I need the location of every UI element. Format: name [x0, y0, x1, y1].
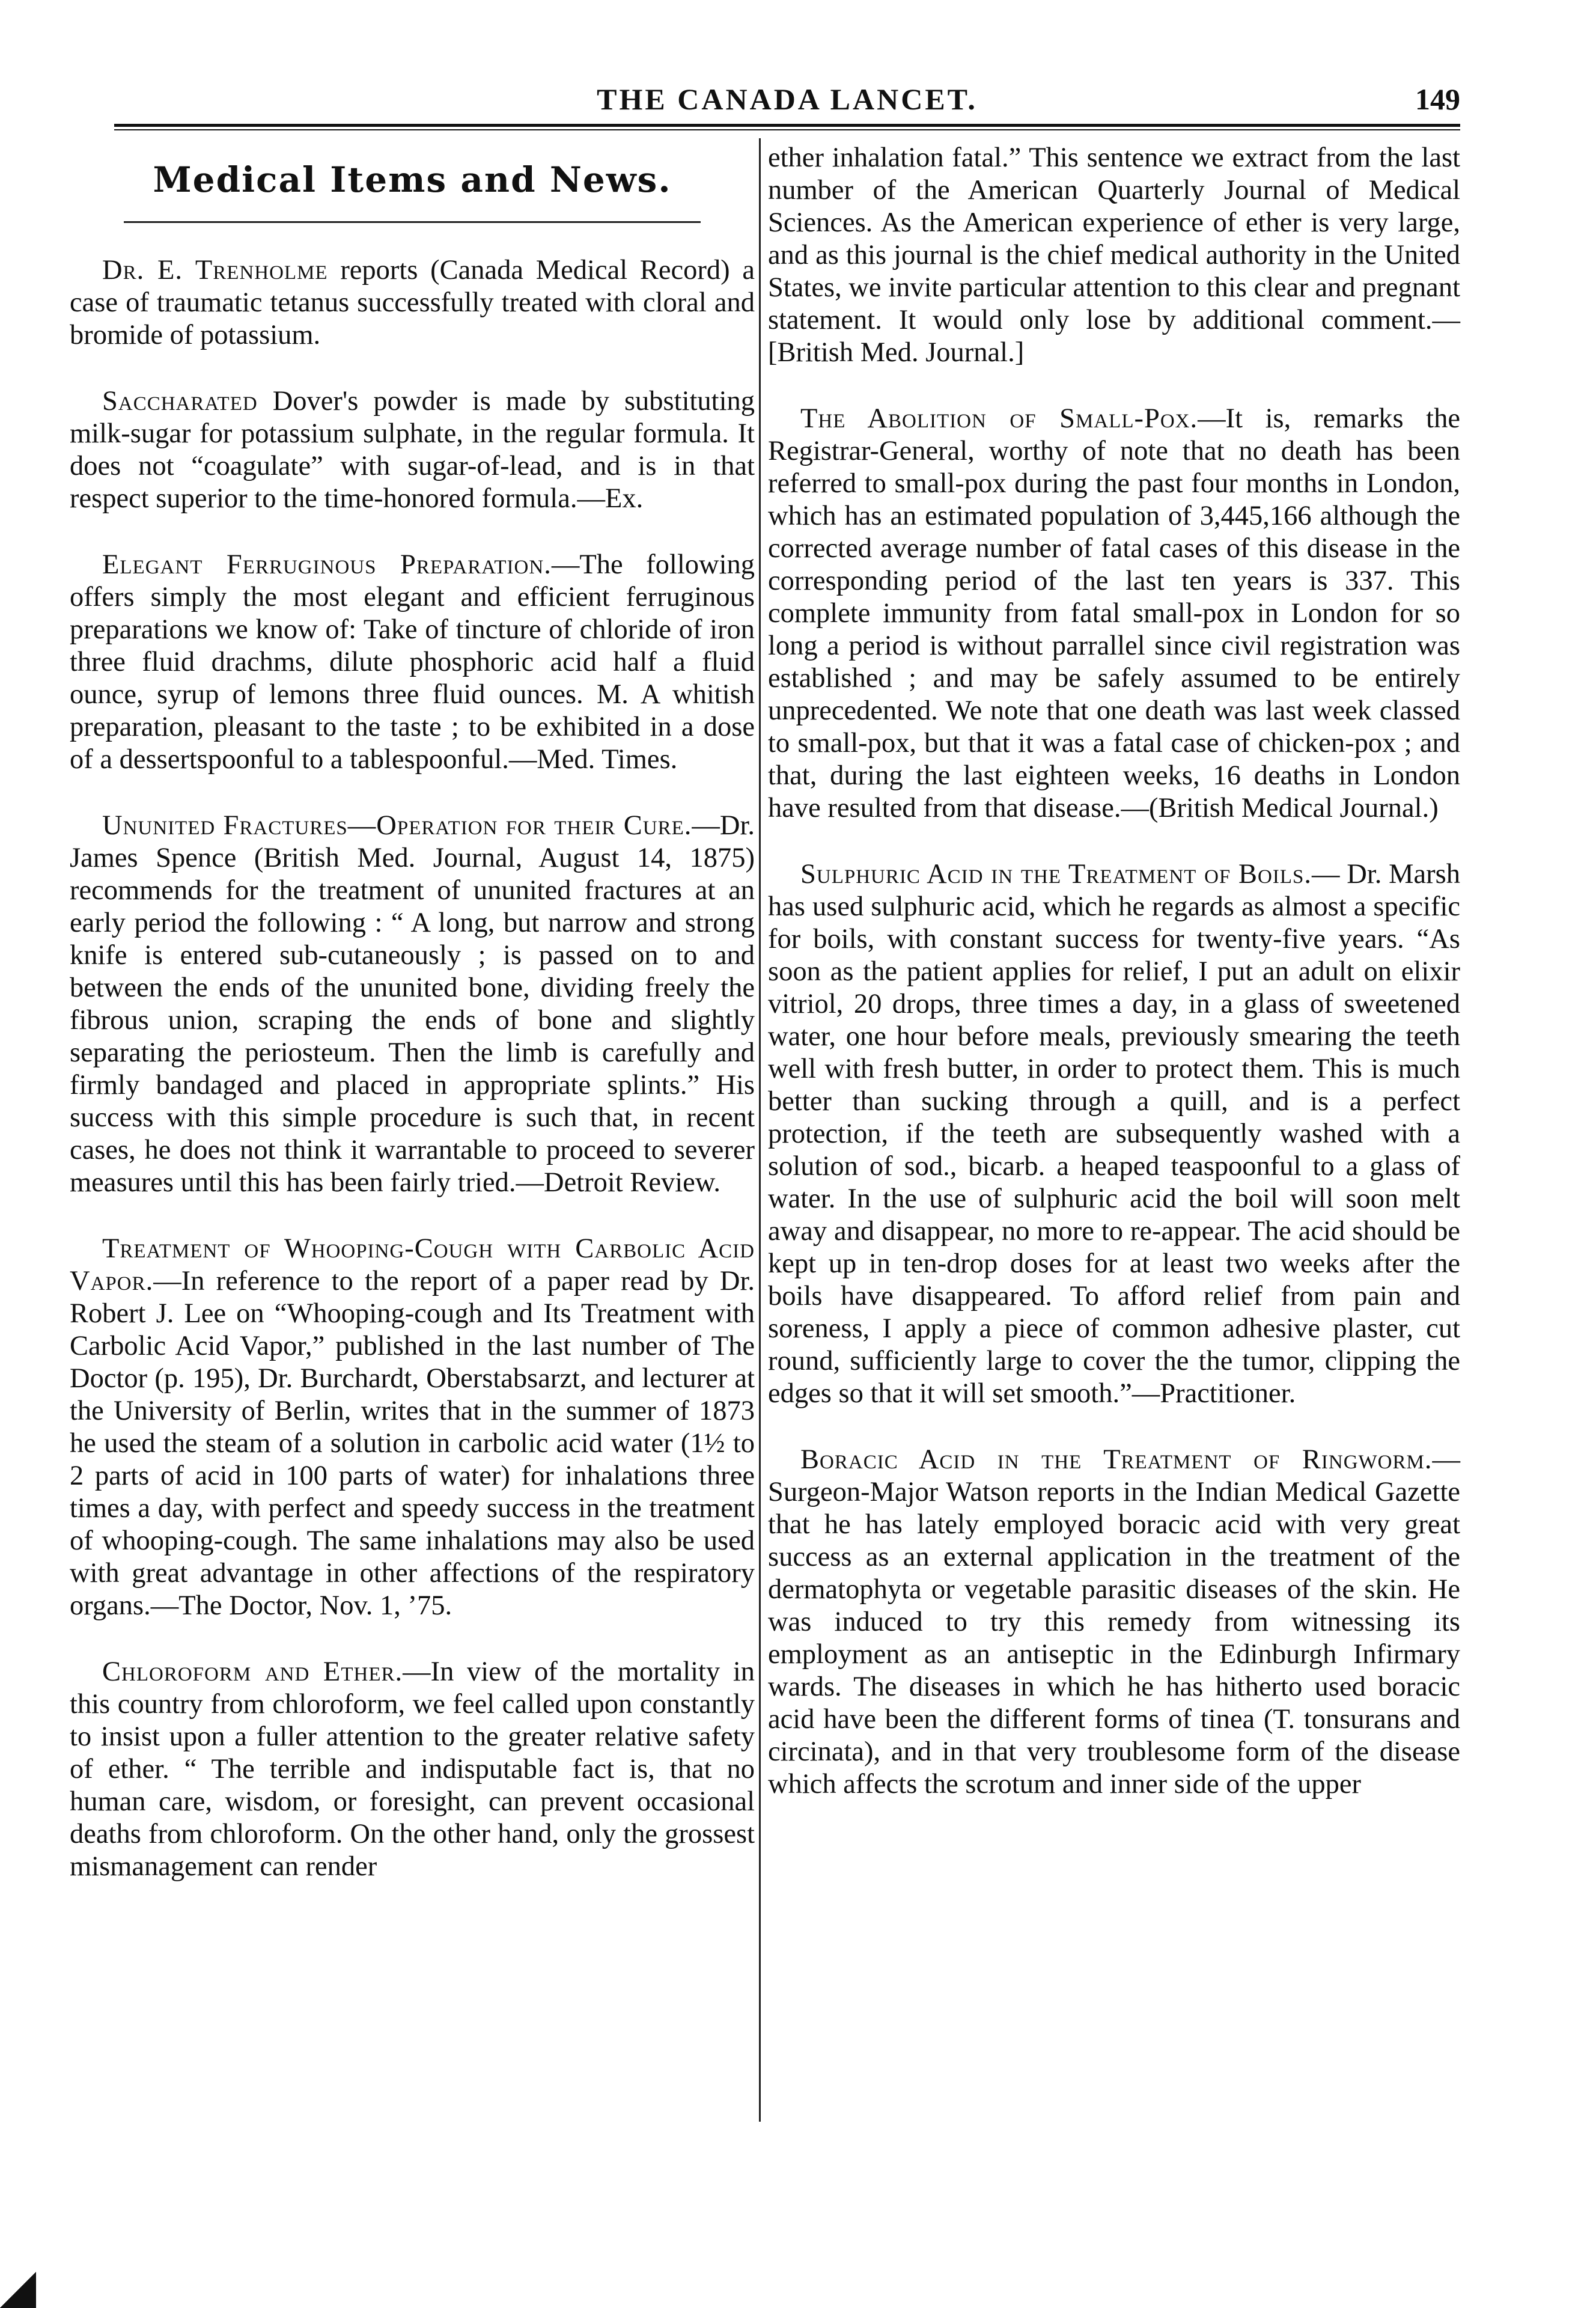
article-body: — Dr. Marsh has used sulphuric acid, which he regards as almost a specific for boils, with constant success for twenty-five years. “As soon as the patient applies for relief, I put an adult on elixir vitriol, 20 drops, three times a day, in a glass of sweetened water, one hour before meals, previously smearing the teeth well with fresh butter, in order to protect them. This is much better than sucking through a quill, and is a perfect protection, if the teeth are subsequently washed with a solution of sod., bicarb. a heaped teaspoonful to a glass of water. In the use of sulphuric acid the boil will soon melt away and disappear, no more to re-appear. The acid should be kept up in ten-drop doses for at least two weeks after the boils have disappeared. To afford relief from pain and soreness, I apply a piece of common adhesive plaster, cut round, sufficiently large to cover the the tumor, clipping the edges so that it will set smooth.”—Practitioner. [768, 859, 1460, 1409]
article-lead: Saccharated [102, 386, 258, 417]
article-ferruginous [70, 549, 755, 776]
article-sulphuric-acid [768, 858, 1460, 1410]
article-lead: The Abolition of Small-Pox. [800, 403, 1198, 434]
right-column [768, 142, 1460, 1834]
article-saccharated [70, 385, 755, 515]
article-body: reports (Canada Medical Record) a case of traumatic tetanus successfully treated with cloral and bromide of potassium. [70, 255, 755, 350]
article-boracic-acid [768, 1444, 1460, 1801]
article-ununited-fractures [70, 810, 755, 1199]
article-body: —The following offers simply the most elegant and efficient ferruginous preparations we know of: Take of tincture of chloride of iron three fluid drachms, dilute phosphoric acid half a fluid ounce, syrup of lemons three fluid ounces. M. A whitish preparation, pleasant to the taste ; to be exhibited in a dose of a dessertspoonful to a tablespoonful.—Med. Times. [70, 549, 755, 775]
running-head [114, 77, 1460, 119]
article-lead: Elegant Ferruginous Preparation. [102, 549, 552, 580]
article-chloroform-ether-continued [768, 142, 1460, 369]
article-whooping-cough [70, 1233, 755, 1622]
article-body: ether inhalation fatal.” This sentence we extract from the last number of the American Quarterly Journal of Medical Sciences. As the American experience of ether is very large, and as this journal is the chief medical authority in the United States, we invite particular attention to this clear and pregnant statement. It would only lose by additional comment.—[British Med. Journal.] [768, 142, 1460, 368]
article-body: —Dr. James Spence (British Med. Journal, August 14, 1875) recommends for the treatment of ununited fractures at an early period the following : “ A long, but narrow and strong knife is entered sub-cutaneously ; is passed on to and between the ends of the ununited bone, dividing freely the fibrous union, scraping the ends of bone and slightly separating the periosteum. Then the limb is carefully and firmly bandaged and placed in appropriate splints.” His success with this simple procedure is such that, in recent cases, he does not think it warrantable to proceed to severer measures until this has been fairly tried.—Detroit Review. [70, 810, 755, 1198]
article-body: Dover's powder is made by substituting milk-sugar for potassium sulphate, in the regular formula. It does not “coagulate” with sugar-of-lead, and is in that respect superior to the time-honored formula.—Ex. [70, 386, 755, 514]
article-body: —It is, remarks the Registrar-General, worthy of note that no death has been referred to small-pox during the past four months in London, which has an estimated population of 3,445,166 although the corrected average number of fatal cases of this disease in the corresponding period of the last ten years is 337. This complete immunity from fatal small-pox in London for so long a period is without parrallel since civil registration was established ; and may be safely assumed to be entirely unprecedented. We note that one death was last week classed to small-pox, but that it was a fatal case of chicken-pox ; and that, during the last eighteen weeks, 16 deaths in London have resulted from that disease.—(British Medical Journal.) [768, 403, 1460, 823]
article-lead: Boracic Acid in the Treatment of Ringworm. [800, 1444, 1433, 1475]
section-rule [124, 221, 701, 223]
article-lead: Ununited Fractures—Operation for their Cure. [102, 810, 692, 841]
article-trenholme [70, 254, 755, 352]
article-small-pox [768, 403, 1460, 825]
section-heading: Medical Items and News. [153, 159, 672, 200]
journal-title: THE CANADA LANCET. [597, 82, 978, 116]
article-chloroform-ether [70, 1656, 755, 1883]
article-lead: Treatment of Whooping-Cough with Carbolic Acid Vapor. [70, 1233, 755, 1296]
article-lead: Dr. E. Trenholme [102, 255, 328, 285]
column-divider [759, 138, 761, 2122]
article-lead: Sulphuric Acid in the Treatment of Boils. [800, 859, 1312, 890]
header-rule-thin [114, 129, 1460, 130]
left-column [70, 142, 755, 1917]
article-body: —In reference to the report of a paper read by Dr. Robert J. Lee on “Whooping-cough and Its Treatment with Carbolic Acid Vapor,” published in the last number of The Doctor (p. 195), Dr. Burchardt, Oberstabsarzt, and lecturer at the University of Berlin, writes that in the summer of 1873 he used the steam of a solution in carbolic acid water (1½ to 2 parts of acid in 100 parts of water) for inhalations three times a day, with perfect and speedy success in the treatment of whooping-cough. The same inhalations may also be used with great advantage in other affections of the respiratory organs.—The Doctor, Nov. 1, ’75. [70, 1266, 755, 1621]
scan-corner-mark [0, 2272, 36, 2308]
article-lead: Chloroform and Ether. [102, 1656, 403, 1687]
header-rule [114, 124, 1460, 127]
page-number: 149 [1415, 82, 1460, 116]
article-body: —In view of the mortality in this country from chloroform, we feel called upon constantly to insist upon a fuller attention to the greater relative safety of ether. “ The terrible and indisputable fact is, that no human care, wisdom, or foresight, can prevent occasional deaths from chloroform. On the other hand, only the grossest mismanagement can render [70, 1656, 755, 1882]
article-body: —Surgeon-Major Watson reports in the Indian Medical Gazette that he has lately employed boracic acid with very great success as an external application in the treatment of the dermatophyta or vegetable parasitic diseases of the skin. He was induced to try this remedy from witnessing its employment as an antiseptic in the Edinburgh Infirmary wards. The diseases in which he has hitherto used boracic acid have been the different forms of tinea (T. tonsurans and circinata), and in that very troublesome form of the disease which affects the scrotum and inner side of the upper [768, 1444, 1460, 1800]
